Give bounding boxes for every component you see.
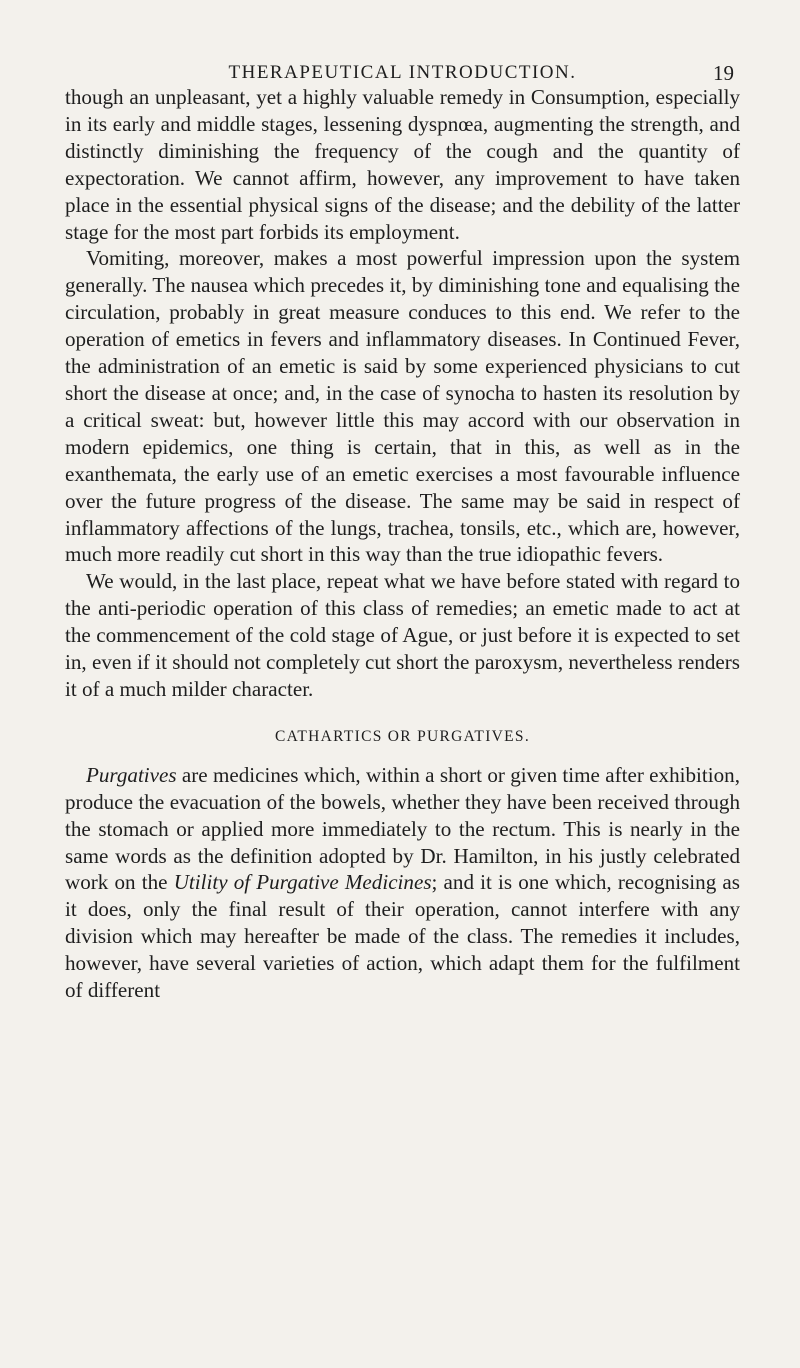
work-title: Utility of Purgative Medicines [173,870,432,895]
paragraph-purgatives-text-a: are medicines which, within a short or given time after exhibition, produce the evacuation of the bowels, whether they have been received through the stomach or applied more immediately to the rectum. This is nearly in the same words as the definition adopted by Dr. Hamilton, in his justly celebrated work on the [65,762,740,895]
section-heading: CATHARTICS OR PURGATIVES. [274,727,531,745]
paragraph-anti-periodic: We would, in the last place, repeat what we have before stated with regard to the anti-periodic operation of this class of remedies; an emetic made to act at the commencement of the cold stage of Ague, or just before it is expected to set in, even if it should not completely cut short the paroxysm, nevertheless renders it of a much milder character. [65,569,740,701]
paragraph-vomiting: Vomiting, moreover, makes a most powerful impression upon the system generally. The nausea which precedes it, by diminishing tone and equalising the circulation, probably in great measure conduces to this end. We refer to the operation of emetics in fevers and inflammatory diseases. In Continued Fever, the administration of an emetic is said by some experienced physicians to cut short the disease at once; and, in the case of synocha to hasten its resolution by a critical sweat: but, however little this may accord with our observation in modern epidemics, one thing is certain, that in this, as well as in the exanthemata, the early use of an emetic exercises a most favourable influence over the future progress of the disease. The same may be said in respect of inflammatory affections of the lungs, trachea, tonsils, etc., which are, however, much more readily cut short in this way than the true idiopathic fevers. [65,246,740,567]
term-purgatives: Purgatives [86,762,177,787]
page-number: 19 [713,61,734,85]
paragraph-purgatives-text-b: ; and it is one which, recognising as it does, only the final result of their operation, cannot interfere with any division which may hereafter be made of the class. The remedies it includes, however, have several varieties of action, which adapt them for the fulfilment of different [65,870,740,1003]
body-text [65,84,740,1004]
paragraph-purgatives [65,762,740,1004]
running-title: THERAPEUTICAL INTRODUCTION. [228,62,577,83]
paragraph-consumption: though an unpleasant, yet a highly valuable remedy in Consumption, especially in its early and middle stages, lessening dyspnœa, augmenting the strength, and distinctly diminishing the frequency of the cough and the quantity of expectoration. We cannot affirm, however, any improvement to have taken place in the essential physical signs of the disease; and the debility of the latter stage for the most part forbids its employment. [65,85,740,244]
